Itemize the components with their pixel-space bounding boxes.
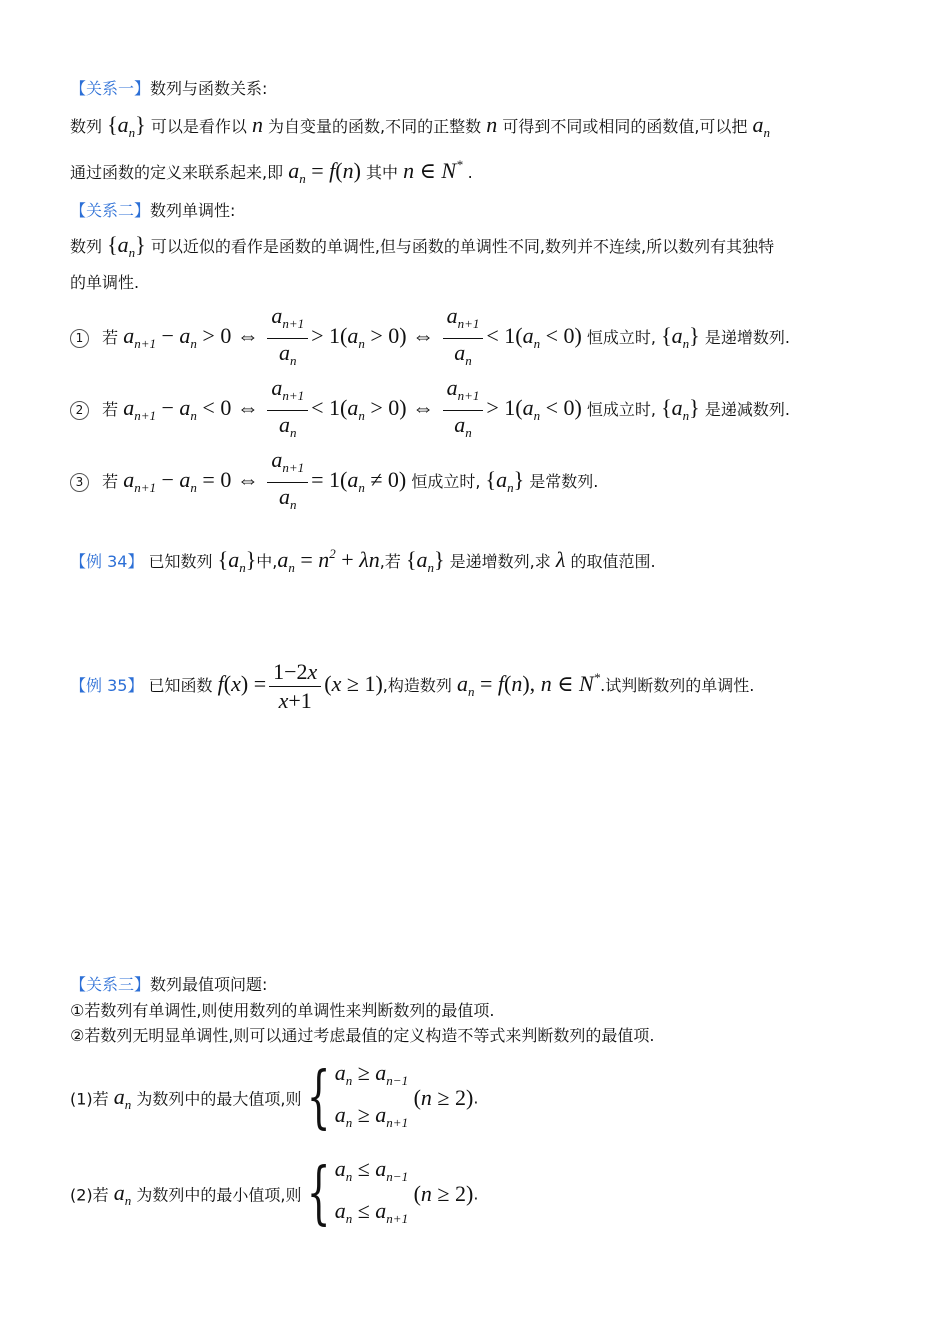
item-number: 3 bbox=[70, 473, 89, 492]
rel2-paragraph-line1 bbox=[70, 232, 774, 261]
text: 是递增数列. bbox=[704, 328, 790, 347]
text: 为数列中的最大值项,则 bbox=[136, 1089, 302, 1109]
math-an: $a_n$ bbox=[113, 1179, 132, 1208]
math-seq-an: $\{a_n\}$ bbox=[107, 112, 146, 140]
math-condition: < $1(a_n < 0)$ bbox=[486, 323, 582, 351]
text: 若 bbox=[102, 400, 119, 419]
math-fraction: $\frac{1-2x}{x+1}$ bbox=[269, 660, 321, 713]
math-seq-an: $\{a_n\}$ bbox=[661, 395, 700, 423]
text: ,构造数列 bbox=[382, 676, 452, 695]
math-cases: $a_n \le a_{n-1}$ $a_n \le a_{n+1}$ bbox=[334, 1156, 409, 1226]
math-cases: $a_n \ge a_{n-1}$ $a_n \ge a_{n+1}$ bbox=[334, 1060, 409, 1130]
left-brace: { bbox=[307, 1154, 331, 1233]
ex34-tag: 【例 34】 bbox=[70, 552, 144, 571]
math-condition: < $1(a_n > 0)$ ⇔ bbox=[311, 395, 440, 423]
text: 是递减数列. bbox=[704, 400, 790, 419]
math-seq-an: $\{a_n\}$ bbox=[217, 547, 257, 575]
rel1-title: 数列与函数关系: bbox=[150, 79, 268, 98]
text: 的取值范围. bbox=[570, 552, 656, 571]
rel1-paragraph-line2 bbox=[70, 157, 473, 187]
text: 若 bbox=[102, 328, 119, 347]
rel3-line1: ①若数列有单调性,则使用数列的单调性来判断数列的最值项. bbox=[70, 1001, 495, 1020]
math-an-formula: $a_n = n^2 + \lambda n$ bbox=[277, 546, 380, 575]
rel2-item-3 bbox=[70, 448, 598, 517]
math-n-in-N: n ∈ N* bbox=[403, 157, 463, 183]
text: .试判断数列的单调性. bbox=[600, 676, 755, 695]
math-fraction: $\frac{a_{n+1}}{a_n}$ bbox=[267, 376, 308, 445]
text: 若 bbox=[102, 472, 119, 491]
text: 已知数列 bbox=[148, 552, 213, 571]
math-an: $a_n$ bbox=[113, 1083, 132, 1112]
item-number: 1 bbox=[70, 329, 89, 348]
math-seq-an: $\{a_n\}$ bbox=[661, 323, 700, 351]
rel2-tag: 【关系二】 bbox=[70, 201, 151, 220]
math-condition: > $1(a_n < 0)$ bbox=[486, 395, 582, 423]
text: 恒成立时, bbox=[586, 328, 657, 347]
text: 是常数列. bbox=[529, 472, 599, 491]
text: 为数列中的最小值项,则 bbox=[136, 1185, 302, 1205]
text: 是递增数列,求 bbox=[449, 552, 551, 571]
item-number: 2 bbox=[70, 401, 89, 420]
ex35-tag: 【例 35】 bbox=[70, 676, 144, 695]
math-fraction: $\frac{a_{n+1}}{a_n}$ bbox=[443, 304, 484, 373]
rel2-item-1 bbox=[70, 304, 790, 373]
text: ,若 bbox=[379, 552, 401, 571]
math-condition: = $1(a_n \ne 0)$ bbox=[311, 467, 407, 495]
rel3-line2: ②若数列无明显单调性,则可以通过考虑最值的定义构造不等式来判断数列的最值项. bbox=[70, 1026, 655, 1045]
math-an-eq-fn: $a_n = f(n)$, n ∈ N* bbox=[456, 670, 601, 699]
math-an-eq-fn: $a_n = f(n)$ bbox=[288, 158, 361, 186]
text: (2)若 bbox=[70, 1185, 109, 1205]
math-seq-an: $\{a_n\}$ bbox=[405, 547, 445, 575]
text: (1)若 bbox=[70, 1089, 109, 1109]
math-seq-an: $\{a_n\}$ bbox=[485, 467, 525, 495]
rel2-item-2 bbox=[70, 376, 790, 445]
math-fraction: $\frac{a_{n+1}}{a_n}$ bbox=[267, 448, 308, 517]
math-fx: f(x) = bbox=[217, 671, 267, 696]
math-domain: (x ≥ 1) bbox=[324, 671, 383, 696]
math-n: n bbox=[251, 112, 263, 137]
rel2-heading bbox=[70, 198, 235, 221]
text: 恒成立时, bbox=[586, 400, 657, 419]
rel1-heading bbox=[70, 76, 267, 99]
text: 其中 bbox=[365, 163, 398, 182]
rel2-title: 数列单调性: bbox=[150, 201, 236, 220]
text: 恒成立时, bbox=[411, 472, 481, 491]
text: 为自变量的函数,不同的正整数 bbox=[268, 117, 482, 136]
rel3-title: 数列最值项问题: bbox=[150, 975, 268, 994]
math-seq-an: $\{a_n\}$ bbox=[107, 232, 146, 260]
text: 通过函数的定义来联系起来,即 bbox=[70, 163, 284, 182]
math-condition: $a_{n+1} - a_n = 0$ ⇔ bbox=[123, 467, 265, 495]
math-condition: $a_{n+1} - a_n < 0$ ⇔ bbox=[123, 395, 265, 423]
rel1-paragraph-line1 bbox=[70, 112, 770, 141]
text: 中, bbox=[256, 552, 278, 571]
text: . bbox=[467, 163, 473, 182]
rel3-tag: 【关系三】 bbox=[70, 975, 151, 994]
math-condition: > $1(a_n > 0)$ ⇔ bbox=[311, 323, 440, 351]
math-n-ge-2: (n ≥ 2) bbox=[408, 1181, 474, 1206]
text: 可以近似的看作是函数的单调性,但与函数的单调性不同,数列并不连续,所以数列有其独特 bbox=[150, 237, 775, 256]
text: 数列 bbox=[70, 117, 103, 136]
rel3-case-max bbox=[70, 1056, 478, 1140]
text: 已知函数 bbox=[148, 676, 213, 695]
rel3-heading bbox=[70, 972, 267, 995]
math-lambda: λ bbox=[555, 547, 566, 572]
text: 可以是看作以 bbox=[150, 117, 247, 136]
text: 可得到不同或相同的函数值,可以把 bbox=[502, 117, 748, 136]
math-n-ge-2: (n ≥ 2) bbox=[408, 1085, 474, 1110]
rel2-paragraph-line2 bbox=[70, 270, 139, 293]
left-brace: { bbox=[307, 1058, 331, 1137]
rel1-tag: 【关系一】 bbox=[70, 79, 151, 98]
math-fraction: $\frac{a_{n+1}}{a_n}$ bbox=[443, 376, 484, 445]
rel3-case-min bbox=[70, 1152, 478, 1236]
math-an: $a_n$ bbox=[752, 112, 770, 140]
text: 数列 bbox=[70, 237, 103, 256]
text: . bbox=[473, 1184, 479, 1204]
text: 的单调性. bbox=[70, 273, 140, 292]
math-fraction: $\frac{a_{n+1}}{a_n}$ bbox=[267, 304, 308, 373]
math-condition: $a_{n+1} - a_n > 0$ ⇔ bbox=[123, 323, 265, 351]
example-34 bbox=[70, 546, 656, 576]
example-35 bbox=[70, 660, 754, 713]
math-n: n bbox=[486, 112, 498, 137]
text: . bbox=[473, 1088, 479, 1108]
